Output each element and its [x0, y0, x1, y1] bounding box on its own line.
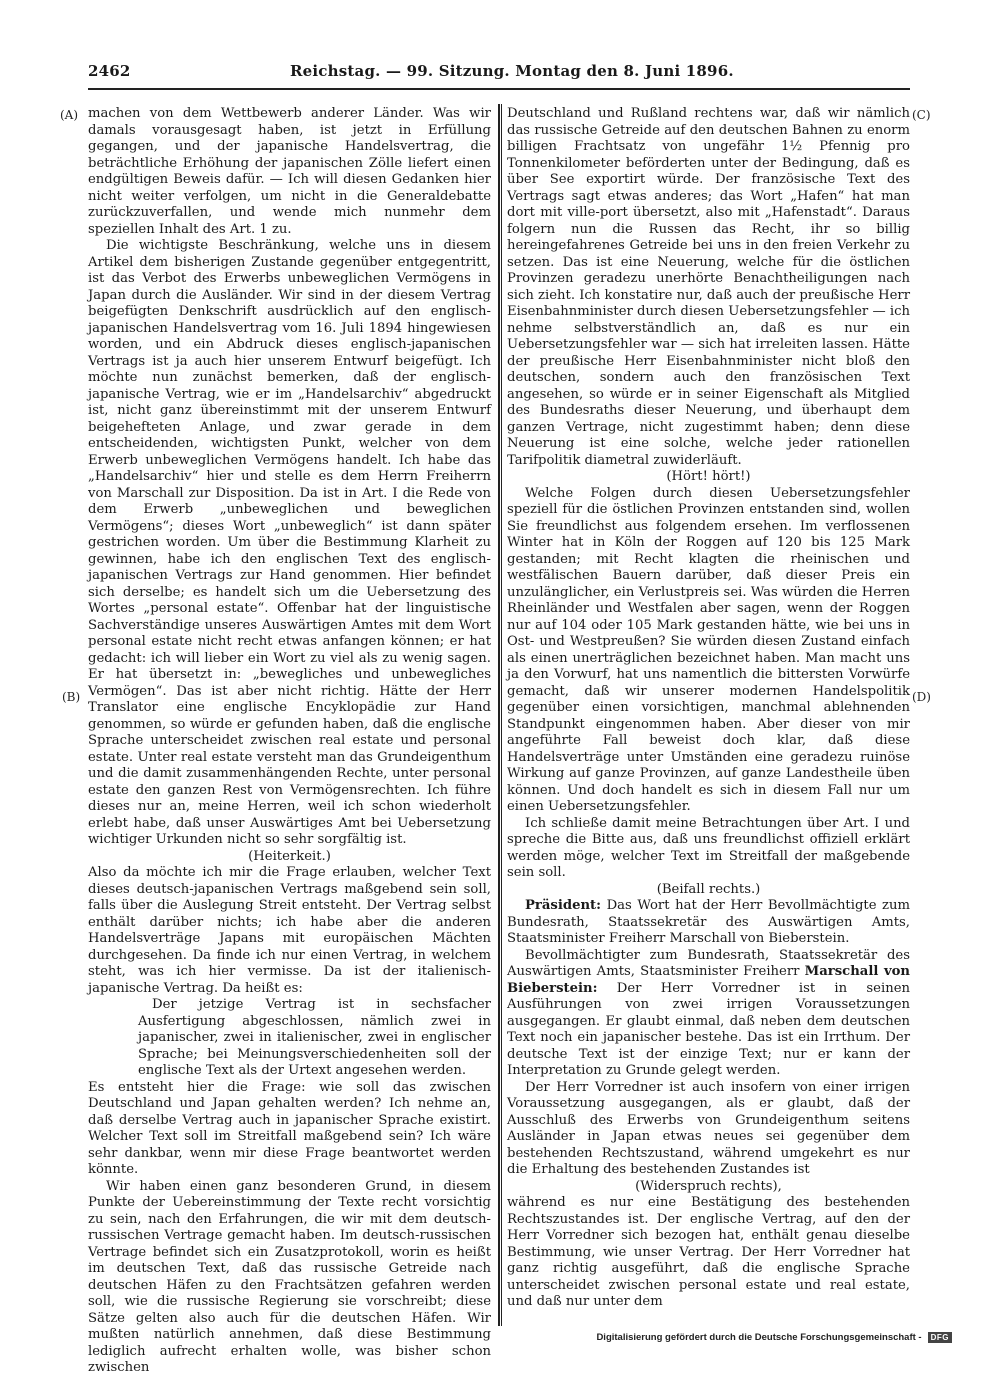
page-header — [88, 62, 910, 84]
header-rule — [88, 88, 910, 90]
paragraph: machen von dem Wettbewerb anderer Länder. Was wir damals vorausgesagt haben, ist jetzt in Erfüllung gegangen, und der japanische Handelsvertrag, die beträchtliche Erhöhung der japanischen Zölle liefert einen endgültigen Beweis dafür. — Ich will diesen Gedanken hier nicht weiter verfolgen, um nicht in die Generaldebatte zurückzuverfallen, und wende mich nunmehr dem speziellen Inhalt des Art. 1 zu. — [88, 106, 491, 237]
interjection: (Beifall rechts.) — [656, 881, 761, 897]
speaker-paragraph — [507, 948, 910, 1080]
paragraph: Wir haben einen ganz besonderen Grund, in diesem Punkte der Uebereinstimmung der Texte recht vorsichtig zu sein, nach den Erfahrungen, die wir mit dem deutsch-russischen Vertrage gemacht haben. Im deutsch-russischen Vertrage befindet sich ein Zusatzprotokoll, worin es heißt im deutschen Text, daß das russische Getreide nach deutschen Häfen zu den Frachtsätzen gefahren werden soll, wie die russische Regierung sie vorschreibt; diese Sätze gelten also auch für die deutschen Häfen. Wir mußten natürlich annehmen, daß diese Bestimmung lediglich aufrecht erhalten wolle, was bisher schon zwischen — [88, 1178, 491, 1375]
paragraph: Es entsteht hier die Frage: wie soll das zwischen Deutschland und Japan gehalten werden? Ich nehme an, daß derselbe Vertrag auch in japanischer Sprache existirt. Welcher Text soll im Streitfall maßgebend sein? Ich wäre sehr dankbar, wenn mir diese Frage beantwortet werden könnte. — [88, 1079, 491, 1177]
column-divider — [498, 104, 500, 1326]
speaker-paragraph — [507, 898, 910, 948]
speaker-text: Der Herr Vorredner ist in seinen Ausführungen von zwei irrigen Voraussetzungen ausgegangen. Er glaubt einmal, daß neben dem deutschen Text noch ein japanischer bestehe. Das ist ein Irrthum. Der deutsche Text ist der einzige Text; nur er kann der Interpretation zu Grunde gelegt werden. — [507, 980, 910, 1078]
paragraph: Der Herr Vorredner ist auch insofern von einer irrigen Voraussetzung ausgegangen, als er glaubt, daß der Ausschluß des Erwerbs von Grundeigenthum seitens Ausländer in Japan etwas neues sei gegenüber dem bestehenden Rechtszustand, während umgekehrt es nur die Erhaltung des bestehenden Zustandes ist — [507, 1079, 910, 1177]
margin-mark-a: (A) — [60, 108, 79, 122]
speaker-name-president: Präsident: — [525, 898, 602, 913]
dfg-logo-icon: DFG — [928, 1332, 952, 1343]
running-title: Reichstag. — 99. Sitzung. Montag den 8. Juni 1896. — [290, 62, 734, 80]
margin-mark-b: (B) — [62, 690, 81, 704]
footer-credit — [596, 1332, 952, 1343]
speaker-text: Das Wort hat der Herr Bevollmächtigte zum Bundesrath, Staatssekretär des Auswärtigen Amts, Staatsminister Freiherr Marschall von Bieberstein. — [507, 898, 910, 946]
interjection: (Hört! hört!) — [666, 469, 751, 484]
footer-text: Digitalisierung gefördert durch die Deutsche Forschungsgemeinschaft - — [596, 1332, 922, 1343]
paragraph: Ich schließe damit meine Betrachtungen über Art. I und spreche die Bitte aus, daß uns freundlichst offiziell erklärt werden möge, welcher Text im Streitfall der maßgebende sein soll. — [507, 815, 910, 880]
column-divider-inner — [501, 104, 502, 1326]
paragraph: Also da möchte ich mir die Frage erlauben, welcher Text dieses deutsch-japanischen Vertrags maßgebend sein soll, falls über die Auslegung Streit entsteht. Der Vertrag selbst enthält darüber nichts; ich habe aber die anderen Handelsverträge Japans mit europäischen Mächten durchgesehen. Da finde ich nur einen Vertrag, in welchem steht, was ich hier vermisse. Da ist der italienisch-japanische Vertrag. Da heißt es: — [88, 865, 491, 996]
left-column — [88, 106, 491, 1375]
interjection: (Widerspruch rechts), — [635, 1178, 782, 1194]
right-column — [507, 106, 910, 1328]
paragraph: während es nur eine Bestätigung des bestehenden Rechtszustandes ist. Der englische Vertrag, auf den der Herr Vorredner sich bezogen hat, enthält genau dieselbe Bestimmung, wie unser Vertrag. Der Herr Vorredner hat ganz richtig ausgeführt, daß die englische Sprache unterscheidet zwischen personal estate und real estate, und daß nur unter dem — [507, 1195, 910, 1309]
margin-mark-c: (C) — [912, 108, 931, 122]
paragraph: Die wichtigste Beschränkung, welche uns in diesem Artikel dem bisherigen Zustande gegenüber entgegentritt, ist das Verbot des Erwerbs unbeweglichen Vermögens in Japan durch die Ausländer. Wir sind in der diesem Vertrag beigefügten Denkschrift ausdrücklich auf den englisch-japanischen Handelsvertrag vom 16. Juli 1894 hingewiesen worden, und ein Abdruck dieses englisch-japanischen Vertrags ist ja auch hier unserem Entwurf beigefügt. Ich möchte nun zunächst bemerken, daß der englisch-japanische Vertrag, wie er im „Handelsarchiv“ abgedruckt ist, nicht ganz übereinstimmt mit der unserem Entwurf beigehefteten Anlage, und zwar gerade in dem entscheidenden, wichtigsten Punkt, welcher von dem Erwerb unbeweglichen Vermögens handelt. Ich habe das „Handelsarchiv“ hier und stelle es dem Herrn Freiherrn von Marschall zur Disposition. Da ist in Art. I die Rede von dem Erwerb „unbeweglichen und beweglichen Vermögens“; dieses Wort „unbeweglich“ ist dann später gestrichen worden. Um über die Bestimmung Klarheit zu gewinnen, habe ich den englischen Text des englisch-japanischen Vertrags zur Hand genommen. Hier befindet sich derselbe; es handelt sich um die Uebersetzung des Wortes „personal estate“. Offenbar hat der linguistische Sachverständige unseres Auswärtigen Amtes mit dem Wort personal estate nicht recht etwas anfangen können; er hat gedacht: ich will lieber ein Wort zu viel als zu wenig sagen. Er hat übersetzt in: „bewegliches und unbewegliches Vermögen“. Das ist aber nicht richtig. Hätte der Herr Translator eine englische Encyklopädie zur Hand genommen, so würde er gefunden haben, daß die englische Sprache unterscheidet zwischen real estate und personal estate. Unter real estate versteht man das Grundeigenthum und die damit zusammenhängenden Rechte, unter personal estate den ganzen Rest von Vermögensrechten. Ich führe dieses nur an, meine Herren, weil ich schon wiederholt erlebt habe, daß unser Auswärtiges Amt bei Uebersetzung wichtiger Urkunden nicht so sehr sorgfältig ist. — [88, 238, 491, 847]
margin-mark-d: (D) — [912, 690, 931, 704]
paragraph: Welche Folgen durch diesen Uebersetzungsfehler speziell für die östlichen Provinzen entstanden sind, wollen Sie freundlichst aus folgendem ersehen. Im verflossenen Winter hat in Köln der Roggen auf 120 bis 125 Mark gestanden; mit Recht klagten die rheinischen und westfälischen Bauern darüber, daß dieser Preis ein unzulänglicher, ein Verlustpreis sei. Was würden die Herren Rheinländer und Westfalen aber sagen, wenn der Roggen nur auf 104 oder 105 Mark gestanden hätte, wie bei uns in Ost- und Westpreußen? Sie würden diesen Zustand einfach als einen unerträglichen bezeichnet haben. Man macht uns ja den Vorwurf, hat uns namentlich die bittersten Vorwürfe gemacht, daß wir unserer modernen Handelspolitik gegenüber einen vorsichtigen, manchmal ablehnenden Standpunkt eingenommen haben. Aber dieser von mir angeführte Fall beweist doch klar, daß diese Handelsverträge unter Umständen eine geradezu ruinöse Wirkung auf ganze Provinzen, auf ganze Landestheile üben können. Und doch handelt es sich in diesem Fall nur um einen Uebersetzungsfehler. — [507, 485, 910, 814]
speaker-intro: Bevollmächtigter zum Bundesrath, Staatssekretär des Auswärtigen Amts, Staatsminister Freiherr — [507, 947, 910, 979]
speaker-name-minister: Marschall von Bieberstein: — [507, 964, 910, 996]
quotation: Der jetzige Vertrag ist in sechsfacher Ausfertigung abgeschlossen, nämlich zwei in japanischer, zwei in italienischer, zwei in englischer Sprache; bei Meinungsverschiedenheiten soll der englische Text als der Urtext angesehen werden. — [138, 997, 491, 1078]
page-number: 2462 — [88, 62, 131, 80]
interjection: (Heiterkeit.) — [248, 848, 331, 864]
paragraph: Deutschland und Rußland rechtens war, daß wir nämlich das russische Getreide auf den deutschen Bahnen zu enorm billigen Frachtsatz von ungefähr 1½ Pfennig pro Tonnenkilometer beförderten unter der Bedingung, daß es über See exportirt würde. Der französische Text des Vertrags sagt etwas anderes; das Wort „Hafen“ hat man dort mit ville-port übersetzt, also mit „Hafenstadt“. Daraus folgern nun die Russen das Recht, ihr so billig hereingefahrenes Getreide bei uns in den freien Verkehr zu setzen. Das ist eine Neuerung, welche für die östlichen Provinzen geradezu unerhörte Benachtheiligungen nach sich zieht. Ich konstatire nur, daß auch der preußische Herr Eisenbahnminister durch diesen Uebersetzungsfehler — ich nehme selbstverständlich an, daß es nur ein Uebersetzungsfehler war — sich hat irreleiten lassen. Hätte der preußische Herr Eisenbahnminister nicht bloß den deutschen, sondern auch den französischen Text angesehen, so würde er in seiner Eigenschaft als Mitglied des Bundesraths dieser Neuerung, und überhaupt dem ganzen Vertrage, nicht zugestimmt haben; denn diese Neuerung ist eine solche, welche jeder rationellen Tarifpolitik diametral zuwiderläuft. — [507, 106, 910, 468]
